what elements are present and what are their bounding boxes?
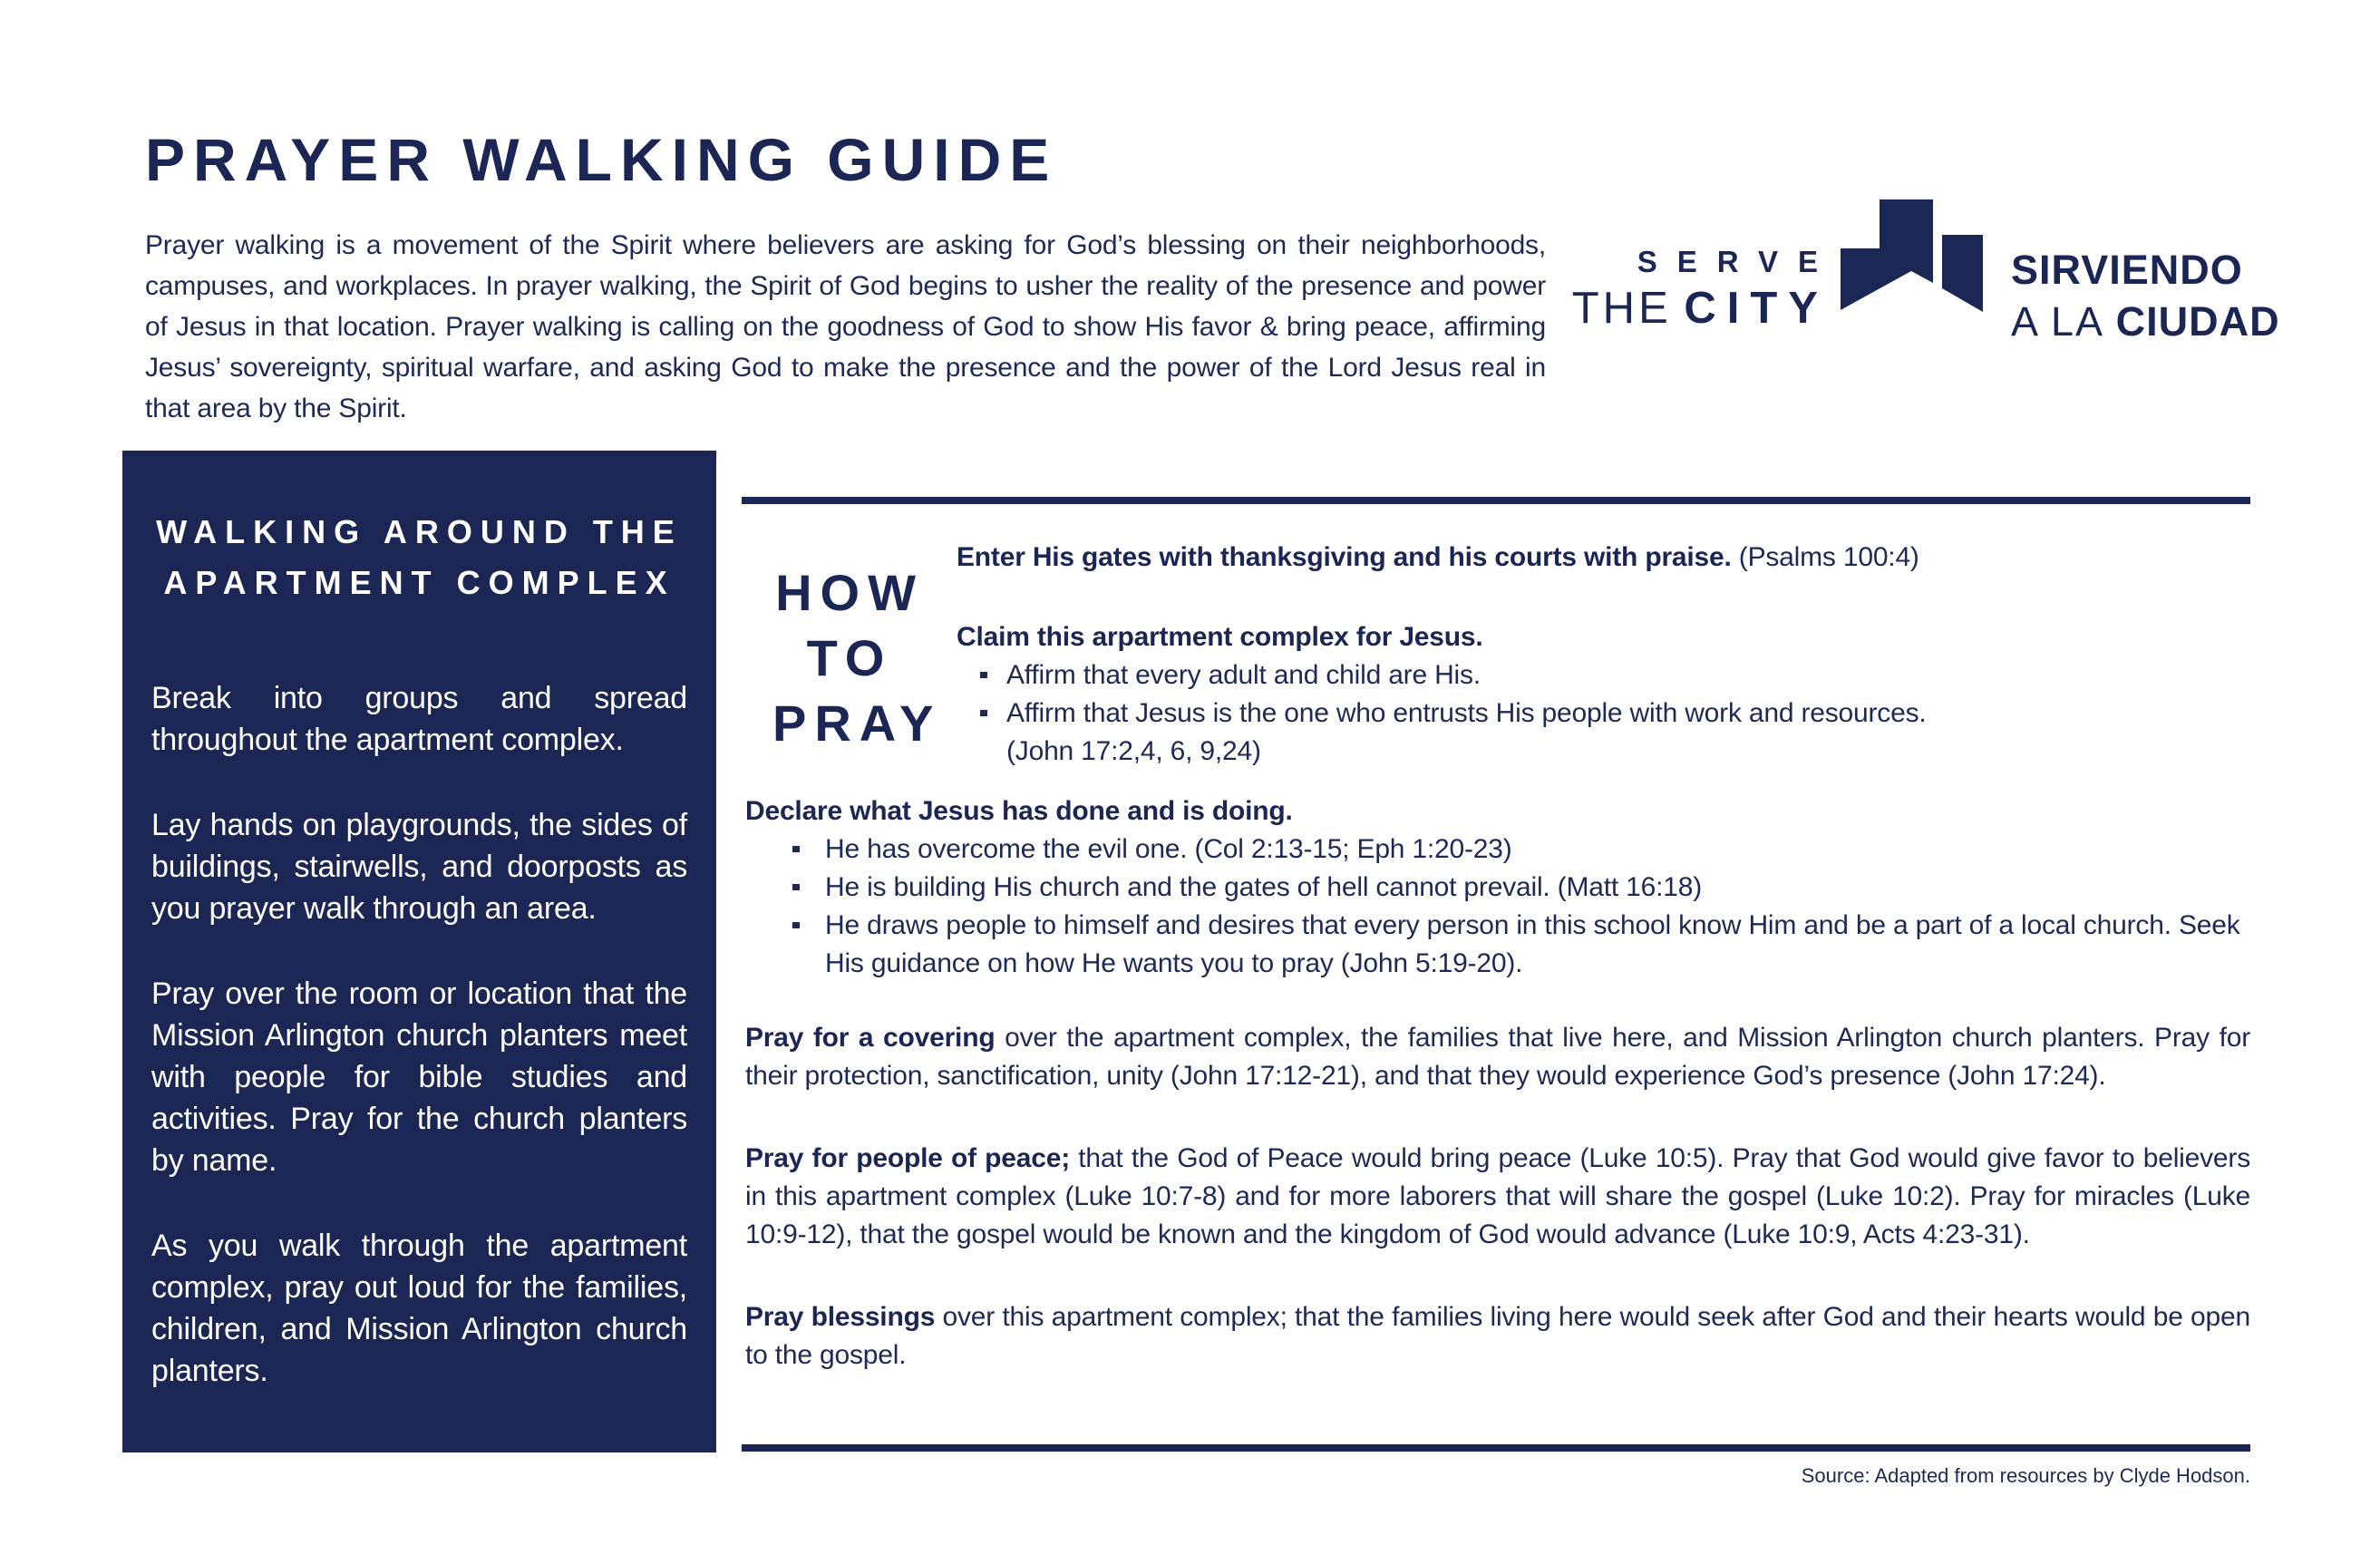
sidebar-paragraph: Break into groups and spread throughout the apartment complex. bbox=[151, 681, 687, 757]
logo-spanish-text bbox=[2011, 247, 2280, 345]
verse-line bbox=[957, 539, 2250, 577]
declare-heading: Declare what Jesus has done and is doing. bbox=[745, 796, 1293, 826]
logo-the-label: THE bbox=[1571, 284, 1672, 333]
intro-paragraph: Prayer walking is a movement of the Spirit where believers are asking for God’s blessing on their neighborhoods, campuses, and workplaces. In prayer walking, the Spirit of God begins to usher the reality of the presence and power of Jesus in that location. Prayer walking is calling on the goodness of God to show His favor & bring peace, affirming Jesus’ sovereignty, spiritual warfare, and asking God to make the presence and the power of the Lord Jesus real in that area by the Spirit. bbox=[145, 230, 1546, 423]
top-divider bbox=[742, 497, 2250, 504]
main-content bbox=[745, 531, 2250, 1375]
sidebar-panel bbox=[122, 451, 716, 1452]
bullet-item: Affirm that every adult and child are His. bbox=[1006, 656, 2250, 695]
blessings-lead: Pray blessings bbox=[745, 1302, 936, 1332]
bullet-item: He draws people to himself and desires that every person in this school know Him and be a part of a local church. Seek His guidance on how He wants you to pray (John 5:19-20). bbox=[825, 907, 2250, 983]
bottom-divider bbox=[742, 1444, 2250, 1452]
logo-serve-label: SERVE bbox=[1637, 245, 1838, 278]
verse-and-claim-block bbox=[957, 539, 2250, 771]
declare-block bbox=[745, 792, 2250, 983]
logo-a-la-label: A LA bbox=[2011, 298, 2105, 345]
sidebar-paragraph: Lay hands on playgrounds, the sides of buildings, stairwells, and doorposts as you prayer walk through an area. bbox=[151, 808, 687, 926]
bullet-item: He is building His church and the gates of hell cannot prevail. (Matt 16:18) bbox=[825, 869, 2250, 907]
how-to-pray-line3: PRAY bbox=[772, 695, 942, 752]
page-title: PRAYER WALKING GUIDE bbox=[145, 126, 1058, 193]
how-to-pray-line1: HOW bbox=[775, 564, 924, 621]
covering-lead: Pray for a covering bbox=[745, 1023, 996, 1053]
city-buildings-banner-icon bbox=[1841, 198, 1986, 316]
claim-reference: (John 17:2,4, 6, 9,24) bbox=[1006, 736, 1261, 766]
peace-paragraph bbox=[745, 1140, 2250, 1254]
serve-the-city-logo bbox=[1571, 190, 2280, 345]
blessings-paragraph bbox=[745, 1298, 2250, 1375]
peace-lead: Pray for people of peace; bbox=[745, 1143, 1071, 1173]
logo-city-label: CITY bbox=[1684, 284, 1829, 333]
logo-sirviendo-label: SIRVIENDO bbox=[2011, 247, 2243, 293]
logo-ciudad-label: CIUDAD bbox=[2115, 298, 2280, 345]
sidebar-heading-line2: APARTMENT COMPLEX bbox=[163, 564, 675, 601]
sidebar-paragraph: As you walk through the apartment complex, pray out loud for the families, children, and Mission Arlington church planters. bbox=[151, 1229, 687, 1388]
logo-a-la-ciudad-label bbox=[2011, 298, 2280, 345]
bullet-item: Affirm that Jesus is the one who entrusts His people with work and resources. bbox=[1006, 695, 2250, 733]
sidebar-heading-line1: WALKING AROUND THE bbox=[156, 513, 683, 550]
claim-bullet-list bbox=[957, 656, 2250, 733]
verse-reference: (Psalms 100:4) bbox=[1731, 542, 1919, 572]
blessings-text: over this apartment complex; that the families living here would seek after God and their hearts would be open to the gospel. bbox=[745, 1302, 2250, 1370]
how-to-pray-line2: TO bbox=[806, 629, 893, 686]
verse-text: Enter His gates with thanksgiving and his courts with praise. bbox=[957, 542, 1732, 572]
covering-paragraph bbox=[745, 1019, 2250, 1095]
peace-text: that the God of Peace would bring peace (Luke 10:5). Pray that God would give favor to believers in this apartment complex (Luke 10:7-8) and for more laborers that will share the gospel (Luke 10:2). Pray for miracles (Luke 10:9-12), that the gospel would be known and the kingdom of God would advance (Luke 10:9, Acts 4:23-31). bbox=[745, 1143, 2250, 1249]
declare-bullet-list bbox=[745, 831, 2250, 983]
logo-english-text bbox=[1571, 245, 1838, 334]
sidebar-paragraph: Pray over the room or location that the Mission Arlington church planters meet with people for bible studies and activities. Pray for the church planters by name. bbox=[151, 976, 687, 1178]
covering-text: over the apartment complex, the families that live here, and Mission Arlington church planters. Pray for their protection, sanctification, unity (John 17:12-21), and that they would experience God’s presence (John 17:24). bbox=[745, 1023, 2250, 1091]
sidebar-heading bbox=[151, 507, 687, 608]
bullet-item: He has overcome the evil one. (Col 2:13-15; Eph 1:20-23) bbox=[825, 831, 2250, 869]
logo-the-city-label bbox=[1571, 283, 1829, 334]
claim-heading: Claim this arpartment complex for Jesus. bbox=[957, 622, 1483, 652]
source-credit: Source: Adapted from resources by Clyde Hodson. bbox=[1801, 1464, 2250, 1487]
